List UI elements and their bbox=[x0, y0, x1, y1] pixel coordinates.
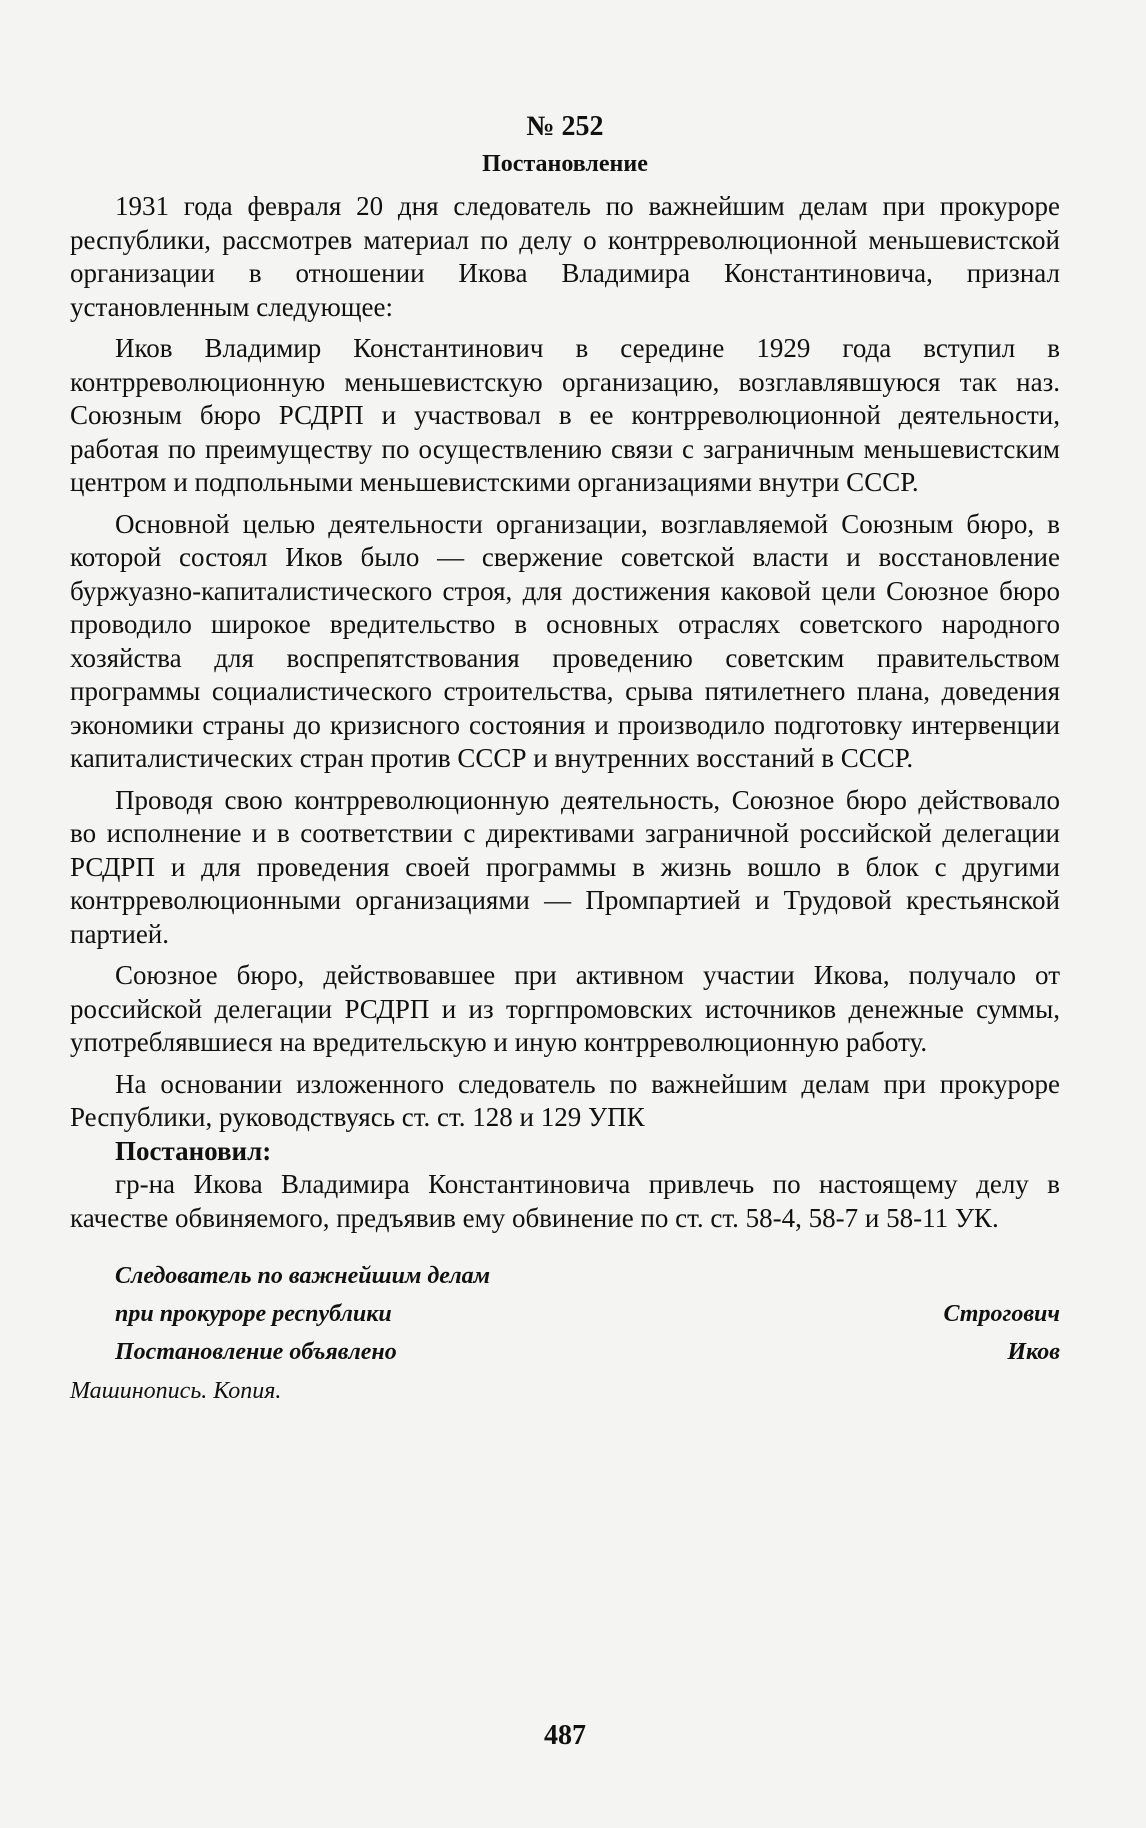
document-page bbox=[70, 110, 1060, 1810]
page-number: 487 bbox=[544, 1720, 586, 1751]
signature-position-line2: при прокуроре республики bbox=[115, 1301, 392, 1327]
signature-name-accused: Иков bbox=[1007, 1339, 1060, 1365]
signature-block bbox=[70, 1257, 1060, 1409]
announcement-label: Постановление объявлено bbox=[115, 1339, 397, 1365]
paragraph-activity: Проводя свою контрреволюционную деятельность, Союзное бюро действовало во исполнение и в соответствии с директивами заграничной российской делегации РСДРП и для проведения своей программы в жизнь вошло в блок с другими контрреволюционными организациями — Промпартией и Трудовой крестьянской партией. bbox=[70, 784, 1060, 949]
signature-row-1 bbox=[70, 1257, 1060, 1295]
resolved-label: Постановил: bbox=[115, 1135, 272, 1166]
signature-row-2 bbox=[70, 1295, 1060, 1333]
resolution-text: гр-на Икова Владимира Константиновича привлечь по настоящему делу в качестве обвиняемого, предъявив ему обвинение по ст. ст. 58-4, 58-7 и 58-11 УК. bbox=[70, 1169, 1060, 1233]
paragraph-funding: Союзное бюро, действовавшее при активном участии Икова, получало от российской делегации РСДРП и из торгпромовских источников денежные суммы, употреблявшиеся на вредительскую и иную контрреволюционную работу. bbox=[70, 960, 1060, 1057]
source-note: Машинопись. Копия. bbox=[70, 1378, 282, 1404]
paragraph-membership: Иков Владимир Константинович в середине 1929 года вступил в контрреволюционную меньшевистскую организацию, возглавлявшуюся так наз. Союзным бюро РСДРП и участвовал в ее контрреволюционной деятельности, работая по преимуществу по осуществлению связи с заграничным меньшевистским центром и подпольными меньшевистскими организациями внутри СССР. bbox=[70, 333, 1060, 497]
signature-row-3 bbox=[70, 1333, 1060, 1371]
signature-name-investigator: Строгович bbox=[943, 1301, 1060, 1327]
document-title: Постановление bbox=[482, 151, 648, 177]
paragraph-goals: Основной целью деятельности организации, возглавляемой Союзным бюро, в которой состоял Иков было — свержение советской власти и восстановление буржуазно-капиталистического строя, для достижения каковой цели Союзное бюро проводило широкое вредительство в основных отраслях советского народного хозяйства для воспрепятствования проведению советским правительством программы социалистического строительства, срыва пятилетнего плана, доведения экономики страны до кризисного состояния и производило подготовку интервенции капиталистических стран против СССР и внутренних восстаний в СССР. bbox=[70, 508, 1060, 773]
paragraph-intro: 1931 года февраля 20 дня следователь по важнейшим делам при прокуроре республики, рассмотрев материал по делу о контрреволюционной меньшевистской организации в отношении Икова Владимира Константиновича, признал установленным следующее: bbox=[70, 191, 1060, 322]
signature-position-line1: Следователь по важнейшим делам bbox=[115, 1263, 491, 1289]
document-number: № 252 bbox=[526, 111, 604, 142]
paragraph-basis: На основании изложенного следователь по важнейшим делам при прокуроре Республики, руководствуясь ст. ст. 128 и 129 УПК bbox=[70, 1068, 1060, 1132]
